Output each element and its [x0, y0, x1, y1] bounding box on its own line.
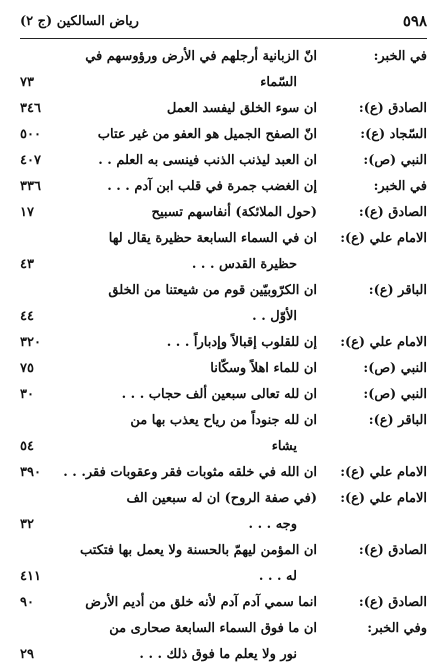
- index-row: [20, 44, 427, 70]
- narrator-label: الباقر (ع):: [368, 413, 427, 428]
- page-reference: ٢٩: [20, 647, 34, 662]
- narrator-label: الصادق (ع):: [358, 101, 427, 116]
- hadith-text: نور ولا يعلم ما فوق ذلك . . .: [139, 647, 297, 662]
- hadith-text: ان العبد ليذنب الذنب فينسى به العلم . .: [98, 153, 317, 168]
- index-row: [20, 122, 427, 148]
- index-row: [20, 200, 427, 226]
- narrator-label: في الخبر:: [373, 179, 427, 194]
- page-reference: ٣٩٠: [20, 465, 41, 480]
- page-reference: ٣٢٠: [20, 335, 41, 350]
- index-row: [20, 356, 427, 382]
- hadith-text: السّماء: [260, 75, 297, 90]
- running-title: رياض السالكين (ج ٢): [20, 13, 139, 29]
- page-number: ٥٩٨: [402, 12, 427, 30]
- hadith-text: الأوّل . .: [252, 309, 297, 324]
- index-row: [20, 252, 427, 278]
- index-row: [20, 174, 427, 200]
- index-row: [20, 460, 427, 486]
- index-row: [20, 382, 427, 408]
- hadith-text: ان لله جنوداً من رياح يعذب بها من: [130, 413, 317, 428]
- hadith-text: إن الغضب جمرة في قلب ابن آدم . . .: [107, 179, 317, 194]
- page-reference: ٤١١: [20, 569, 41, 584]
- index-row: [20, 148, 427, 174]
- narrator-label: النبي (ص):: [363, 361, 427, 376]
- page-reference: ٧٥: [20, 361, 34, 376]
- hadith-text: ان للماء اهلاً وسكّانا: [210, 361, 317, 376]
- narrator-label: النبي (ص):: [363, 153, 427, 168]
- hadith-text: انما سمي آدم آدم لأنه خلق من أديم الأرض: [85, 595, 317, 610]
- hadith-text: ان سوء الخلق ليفسد العمل: [166, 101, 317, 116]
- index-row: [20, 564, 427, 590]
- index-row: [20, 538, 427, 564]
- hadith-text: حظيرة القدس . . .: [191, 257, 297, 272]
- hadith-text: ان ما فوق السماء السابعة صحارى من: [109, 621, 317, 636]
- hadith-text: إن للقلوب إقبالاً وإدباراً . . .: [166, 335, 317, 350]
- index-row: [20, 642, 427, 668]
- page-reference: ٤٣: [20, 257, 34, 272]
- index-row: [20, 226, 427, 252]
- index-row: [20, 434, 427, 460]
- hadith-text: (حول الملائكة) أنفاسهم تسبيح: [151, 205, 317, 220]
- narrator-label: الباقر (ع):: [368, 283, 427, 298]
- page-reference: ٣٢: [20, 517, 34, 532]
- hadith-text: ان الكرّوبيّين قوم من شيعتنا من الخلق: [108, 283, 317, 298]
- index-row: [20, 96, 427, 122]
- page-reference: ٧٣: [20, 75, 34, 90]
- hadith-text: يشاء: [271, 439, 297, 454]
- narrator-label: الامام علي (ع):: [340, 335, 427, 350]
- hadith-text: انّ الصفح الجميل هو العفو من غير عتاب: [97, 127, 317, 142]
- index-row: [20, 278, 427, 304]
- narrator-label: الصادق (ع):: [358, 205, 427, 220]
- narrator-label: الامام علي (ع):: [340, 465, 427, 480]
- narrator-label: النبي (ص):: [363, 387, 427, 402]
- page-reference: ٣٠: [20, 387, 34, 402]
- page-reference: ٣٣٦: [20, 179, 41, 194]
- narrator-label: الامام علي (ع):: [340, 231, 427, 246]
- hadith-text: له . . .: [258, 569, 297, 584]
- index-row: [20, 512, 427, 538]
- index-row: [20, 330, 427, 356]
- index-row: [20, 486, 427, 512]
- page-reference: ٥٠٠: [20, 127, 41, 142]
- index-row: [20, 616, 427, 642]
- page-header: [20, 6, 427, 39]
- page-reference: ٤٠٧: [20, 153, 41, 168]
- hadith-text: ان المؤمن ليهمّ بالحسنة ولا يعمل بها فتكتب: [80, 543, 317, 558]
- narrator-label: الامام علي (ع):: [340, 491, 427, 506]
- page-reference: ١٧: [20, 205, 34, 220]
- page-reference: ٩٠: [20, 595, 34, 610]
- page-reference: ٥٤: [20, 439, 34, 454]
- page-reference: ٣٤٦: [20, 101, 41, 116]
- hadith-text: ان لله تعالى سبعين ألف حجاب . . .: [121, 387, 317, 402]
- index-row: [20, 590, 427, 616]
- hadith-text: انّ الزبانية أرجلهم في الأرض ورؤوسهم في: [85, 49, 317, 64]
- narrator-label: الصادق (ع):: [358, 595, 427, 610]
- narrator-label: وفي الخبر:: [367, 621, 427, 636]
- hadith-text: (في صفة الروح) ان له سبعين الف: [126, 491, 317, 506]
- index-row: [20, 70, 427, 96]
- page-reference: ٤٤: [20, 309, 34, 324]
- narrator-label: السّجاد (ع):: [360, 127, 427, 142]
- index-row: [20, 408, 427, 434]
- hadith-index-list: [20, 44, 427, 668]
- hadith-text: ان الله في خلقه مثوبات فقر وعقوبات فقر. . .: [63, 465, 317, 480]
- hadith-text: وجه . . .: [248, 517, 297, 532]
- narrator-label: في الخبر:: [373, 49, 427, 64]
- narrator-label: الصادق (ع):: [358, 543, 427, 558]
- index-row: [20, 304, 427, 330]
- hadith-text: ان في السماء السابعة حظيرة يقال لها: [108, 231, 317, 246]
